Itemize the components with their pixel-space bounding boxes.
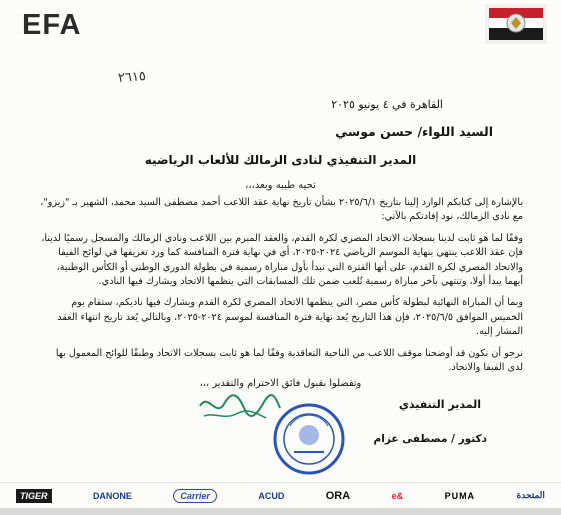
- signatory-title: المدير التنفيذي: [398, 398, 481, 411]
- sponsor-logo-eand: e&: [391, 490, 404, 501]
- sponsor-logo-acud: ACUD: [258, 490, 285, 501]
- sponsor-bar: [0, 482, 561, 508]
- letter-body: [38, 196, 523, 382]
- reference-number: ٢٦١٥: [117, 69, 147, 86]
- paragraph-4: نرجو أن نكون قد أوضحنا موقف اللاعب من الناحية التعاقدية وفقًا لما هو ثابت بسجلات الاتحاد وطبقًا للوائح المعمول بها لدى الفيفا والاتحاد.: [55, 347, 523, 374]
- efa-crest-logo: [485, 4, 547, 44]
- paragraph-1: بالإشارة إلى كتابكم الوارد إلينا بتاريخ ٢٠٢٥/٦/١ بشأن تاريخ نهاية عقد اللاعب أحمد مصطفى السيد محمد، الشهير بـ "زيزو"، مع نادي الزمالك، نود إفادتكم بالآتي:: [40, 197, 523, 223]
- letter-date: القاهرة في ٤ يونيو ٢٠٢٥: [331, 98, 443, 111]
- paragraph-3: وبما أن المباراة النهائية لبطولة كأس مصر، التي ينظمها الاتحاد المصري لكرة القدم ويشارك فيها ناديكم، ستقام يوم الخميس الموافق ٢٠٢٥/٦/٥، فإن هذا التاريخ يُعد نهاية فترة المنافسة لموسم ٢٠٢٤-٢٠٢٥، وبالتالي يُعد تاريخ انتهاء العقد المشار إليه.: [57, 297, 523, 338]
- official-stamp: [272, 402, 346, 476]
- footer-strip: [0, 508, 561, 515]
- letterhead: [0, 0, 561, 46]
- sponsor-logo-tiger: TIGER: [16, 489, 52, 503]
- sponsor-logo-united: المتحدة: [516, 490, 545, 500]
- sponsor-logo-ora: ORA: [325, 489, 351, 502]
- sponsor-logo-danone: DANONE: [92, 490, 132, 501]
- handwritten-signature: [194, 386, 284, 428]
- paragraph-2: وفقًا لما هو ثابت لدينا بسجلات الاتحاد المصري لكرة القدم، والعقد المبرم بين اللاعب ونادي الزمالك والمسجل رسميًا لدينا، فإن عقد اللاعب ينتهي بنهاية الموسم الرياضي ٢٠٢٤-٢٠٢٥، أي في نهاية فترة المنافسة كما ورد تعريفها في لوائح الفيفا والاتحاد المصري لكرة القدم، على أنها الفترة التي تبدأ بأول مباراة رسمية في بطولة الدوري الوطني أو الكأس الوطنية، أيهما يبدأ أولا، وتنتهي بآخر مباراة رسمية تُلعب ضمن تلك المسابقات التي ينظمها الاتحاد ويشارك فيها النادي.: [41, 232, 523, 288]
- sponsor-logo-puma: PUMA: [444, 490, 476, 501]
- sponsor-logo-carrier: Carrier: [173, 489, 217, 503]
- addressee-title: المدير التنفيذي لنادى الزمالك للألعاب الرياضيه: [144, 153, 417, 167]
- closing-line: وتفضلوا بقبول فائق الاحترام والتقدير ،،،: [199, 378, 362, 389]
- signatory-name: دكتور / مصطفى عزام: [373, 433, 487, 445]
- greeting: تحيه طيبه وبعد،،،: [245, 180, 316, 191]
- efa-logo: EFA: [22, 9, 82, 41]
- addressee-line: السيد اللواء/ حسن موسي: [335, 124, 493, 139]
